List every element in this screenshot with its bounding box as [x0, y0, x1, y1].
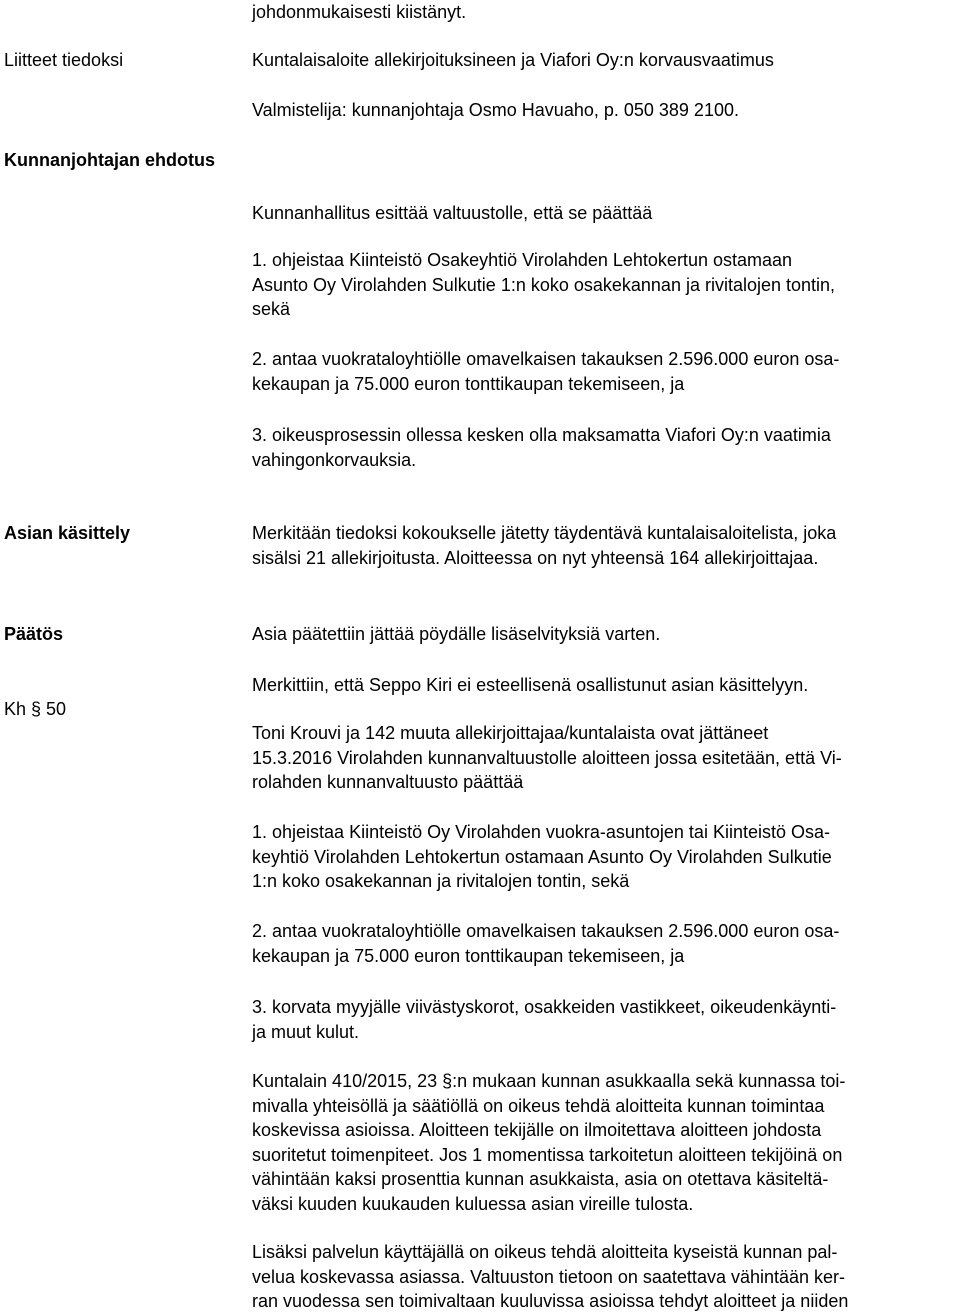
text-line: Merkitään tiedoksi kokoukselle jätetty täydentävä kuntalaisaloitelista, joka	[252, 523, 837, 543]
proposal-item-1	[252, 248, 956, 322]
label-asian-kasittely: Asian käsittely	[4, 523, 131, 543]
decision-line-2: Merkittiin, että Seppo Kiri ei esteellisenä osallistunut asian käsittelyyn.	[252, 675, 809, 695]
text-line: kekaupan ja 75.000 euron tonttikaupan tekemiseen, ja	[252, 945, 685, 966]
text-line: 3. korvata myyjälle viivästyskorot, osakkeiden vastikkeet, oikeudenkäynti-	[252, 997, 837, 1017]
valmistelija-line: Valmistelija: kunnanjohtaja Osmo Havuaho, p. 050 389 2100.	[252, 100, 739, 120]
text-line: keyhtiö Virolahden Lehtokertun ostamaan Asunto Oy Virolahden Sulkutie	[252, 846, 832, 867]
top-line: johdonmukaisesti kiistänyt.	[252, 2, 467, 22]
text-line: mivalla yhteisöllä ja säätiöllä on oikeus tehdä aloitteita kunnan toimintaa	[252, 1095, 825, 1116]
text-line: 1. ohjeistaa Kiinteistö Osakeyhtiö Virolahden Lehtokertun ostamaan	[252, 250, 793, 270]
text-line: vahingonkorvauksia.	[252, 449, 417, 470]
text-line: 15.3.2016 Virolahden kunnanvaltuustolle aloitteen jossa esitetään, että Vi-	[252, 747, 842, 768]
text-line: koskevissa asioissa. Aloitteen tekijälle on ilmoitettava aloitteen johdosta	[252, 1120, 822, 1141]
text-line: Lisäksi palvelun käyttäjällä on oikeus tehdä aloitteita kyseistä kunnan pal-	[252, 1242, 838, 1262]
label-kh-pykala: Kh § 50	[4, 699, 67, 719]
aloite-paragraph	[252, 721, 956, 795]
text-line: ran vuodessa sen toimivaltaan kuuluvissa asioissa tehdyt aloitteet ja niiden	[252, 1291, 849, 1312]
proposal-item-3	[252, 423, 956, 472]
label-kunnanjohtajan-ehdotus: Kunnanjohtajan ehdotus	[4, 150, 215, 170]
text-line: sisälsi 21 allekirjoitusta. Aloitteessa on nyt yhteensä 164 allekirjoittajaa.	[252, 547, 819, 568]
aloite-item-1	[252, 820, 956, 894]
text-line: ja muut kulut.	[252, 1021, 360, 1042]
decision-line-1: Asia päätettiin jättää pöydälle lisäselvityksiä varten.	[252, 624, 661, 644]
liite-text: Kuntalaisaloite allekirjoituksineen ja Viafori Oy:n korvausvaatimus	[252, 50, 774, 70]
text-line: Toni Krouvi ja 142 muuta allekirjoittajaa/kuntalaista ovat jättäneet	[252, 723, 769, 743]
kuntalaki-paragraph	[252, 1069, 956, 1217]
aloite-item-3	[252, 995, 956, 1044]
proposal-intro: Kunnanhallitus esittää valtuustolle, että se päättää	[252, 203, 653, 223]
text-line: suoritetut toimenpiteet. Jos 1 momentissa tarkoitetun aloitteen tekijöinä on	[252, 1144, 843, 1165]
proposal-item-2	[252, 347, 956, 396]
text-line: kekaupan ja 75.000 euron tonttikaupan tekemiseen, ja	[252, 373, 685, 394]
label-liitteet-tiedoksi: Liitteet tiedoksi	[4, 50, 124, 70]
text-line: velua koskevassa asiassa. Valtuuston tietoon on saatettava vähintään ker-	[252, 1266, 846, 1287]
text-line: 2. antaa vuokrataloyhtiölle omavelkaisen takauksen 2.596.000 euron osa-	[252, 349, 840, 369]
lisaksi-paragraph	[252, 1240, 956, 1314]
text-line: Kuntalain 410/2015, 23 §:n mukaan kunnan asukkaalla sekä kunnassa toi-	[252, 1071, 846, 1091]
text-line: 2. antaa vuokrataloyhtiölle omavelkaisen takauksen 2.596.000 euron osa-	[252, 921, 840, 941]
text-line: vähintään kaksi prosenttia kunnan asukkaista, asia on otettava käsiteltä-	[252, 1169, 829, 1190]
asian-kasittely-text	[252, 521, 956, 570]
text-line: 1. ohjeistaa Kiinteistö Oy Virolahden vuokra-asuntojen tai Kiinteistö Osa-	[252, 822, 830, 842]
text-line: 1:n koko osakekannan ja rivitalojen tontin, sekä	[252, 871, 630, 892]
text-line: rolahden kunnanvaltuusto päättää	[252, 772, 524, 793]
text-line: väksi kuuden kuukauden kuluessa asian vireille tulosta.	[252, 1193, 694, 1214]
text-line: sekä	[252, 299, 291, 320]
text-line: Asunto Oy Virolahden Sulkutie 1:n koko osakekannan ja rivitalojen tontin,	[252, 274, 836, 295]
aloite-item-2	[252, 919, 956, 968]
text-line: 3. oikeusprosessin ollessa kesken olla maksamatta Viafori Oy:n vaatimia	[252, 425, 831, 445]
label-paatos: Päätös	[4, 624, 64, 644]
